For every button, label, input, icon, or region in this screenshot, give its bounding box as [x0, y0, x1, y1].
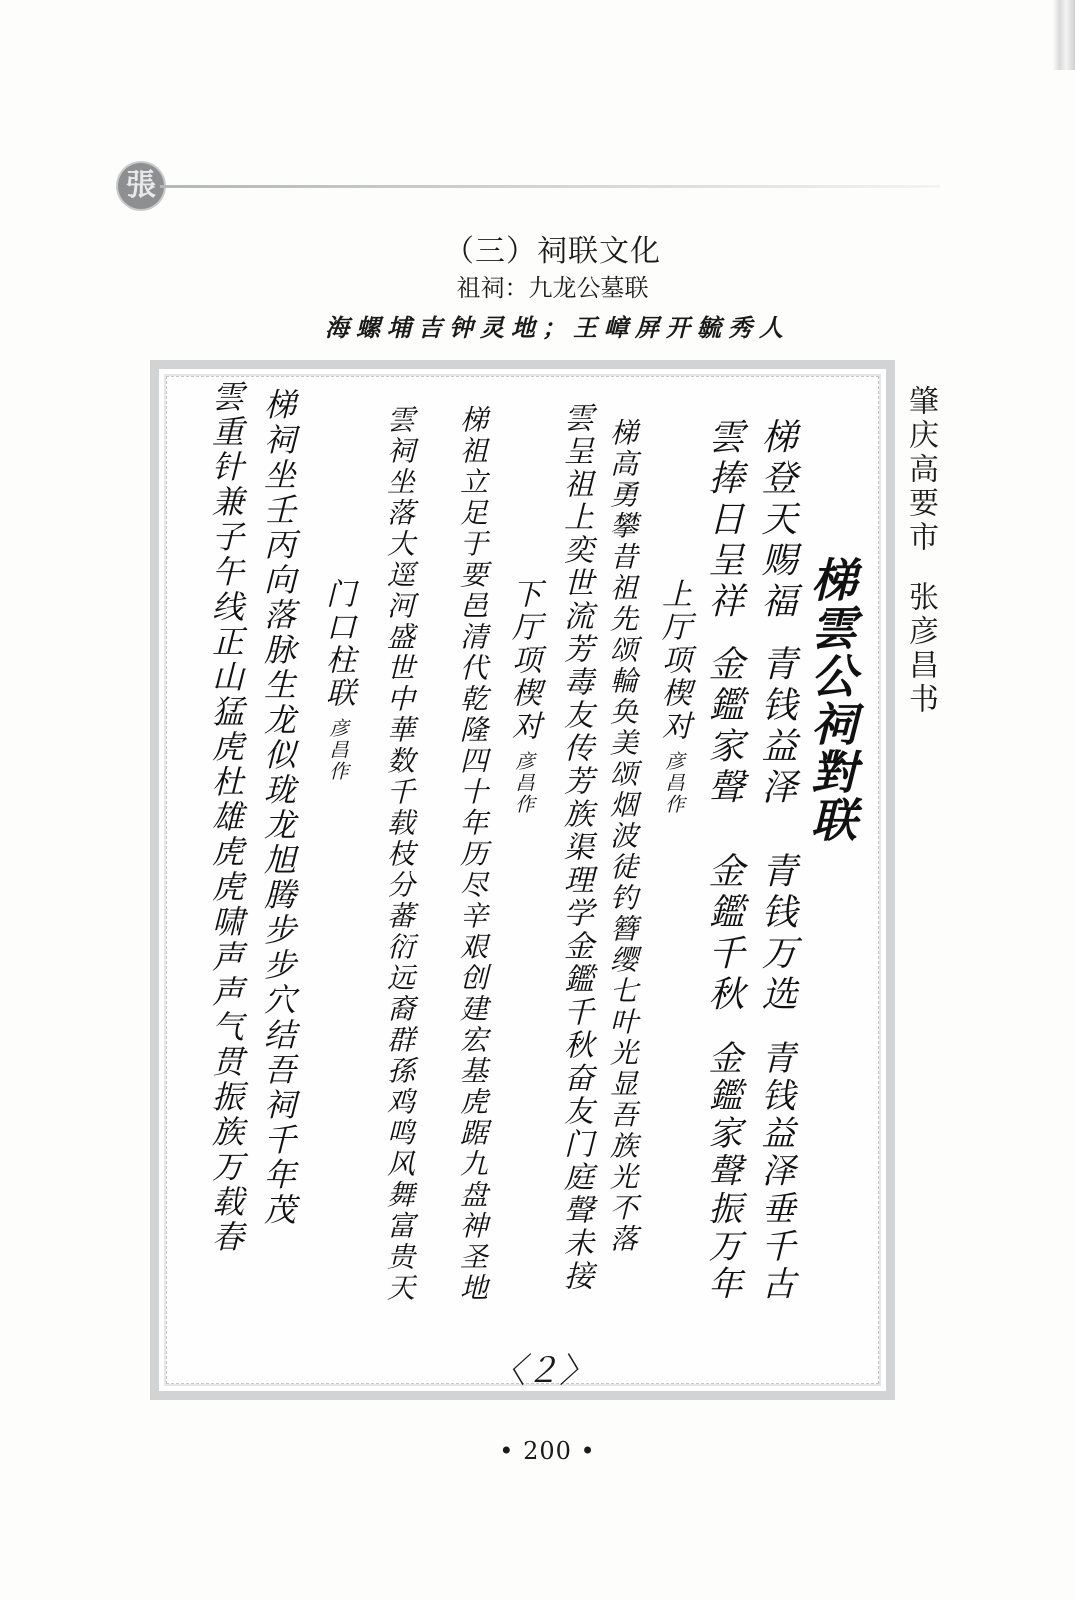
couplet-tail: 金鑑家聲 [703, 645, 744, 809]
writer-place: 肇庆高要市 [903, 385, 938, 555]
heading-text: 上厅项楔对 [656, 578, 691, 743]
main-heading: 梯雲公祠對联 [804, 556, 858, 844]
couplet-column: 梯高勇攀昔祖先颂輪奂美颂烟波徒钓簪缨七叶光显吾族光不落 [606, 418, 639, 1255]
couplet-column: 青钱万选 [756, 852, 797, 1016]
couplet-column [756, 418, 797, 809]
heading-column [506, 578, 541, 816]
heading-column [320, 578, 355, 783]
page-edge-shadow [1053, 0, 1075, 70]
couplet-column: 雲重针兼子午线正山猛虎杜雄虎虎啸声声气贯振族万载春 [207, 380, 245, 1255]
couplet-column [703, 418, 744, 809]
page-number: • 200 • [499, 1437, 596, 1465]
couplet-column: 梯祠坐壬丙向落脉生龙似珑龙旭腾步步穴结吾祠千年茂 [259, 388, 297, 1228]
couplet-column: 金鑑千秋 [703, 852, 744, 1016]
couplet-column: 雲祠坐落大逕河盛世中華数千载枝分蕃衍远裔群孫鸡鸣风舞富贵天 [383, 405, 416, 1304]
couplet-text: 梯登天赐福 [756, 418, 797, 623]
sub-title: 祖祠：九龙公墓联 [456, 274, 649, 302]
author-credit: 彦昌作 [662, 750, 685, 816]
heading-text: 下厅项楔对 [506, 578, 541, 743]
writer-name: 张彦昌书 [903, 581, 938, 717]
heading-column [656, 578, 691, 816]
section-title: （三）祠联文化 [444, 234, 661, 269]
couplet-tail: 青钱益泽 [756, 645, 797, 809]
author-credit: 彦昌作 [326, 717, 349, 783]
zhang-emblem-icon: 張 [118, 163, 164, 209]
author-credit: 彦昌作 [512, 750, 535, 816]
heading-text: 门口柱联 [320, 578, 355, 710]
couplet-column: 金鑑家聲振万年 [702, 1040, 742, 1304]
main-couplet: 海螺埔吉钟灵地；王嶂屏开毓秀人 [325, 313, 790, 342]
panel-number: 〈２〉 [491, 1351, 594, 1391]
couplet-column: 雲呈祖上奕世流芳毒友传芳族渠理学金鑑千秋奋友门庭聲未接 [558, 402, 593, 1293]
couplet-column: 青钱益泽垂千古 [755, 1040, 795, 1304]
couplet-text: 雲捧日呈祥 [703, 418, 744, 623]
writer-note [900, 385, 940, 717]
couplet-column: 梯祖立足于要邑清代乾隆四十年历尽辛艰创建宏基虎踞九盘神圣地 [456, 405, 489, 1304]
header-rule [160, 185, 940, 188]
